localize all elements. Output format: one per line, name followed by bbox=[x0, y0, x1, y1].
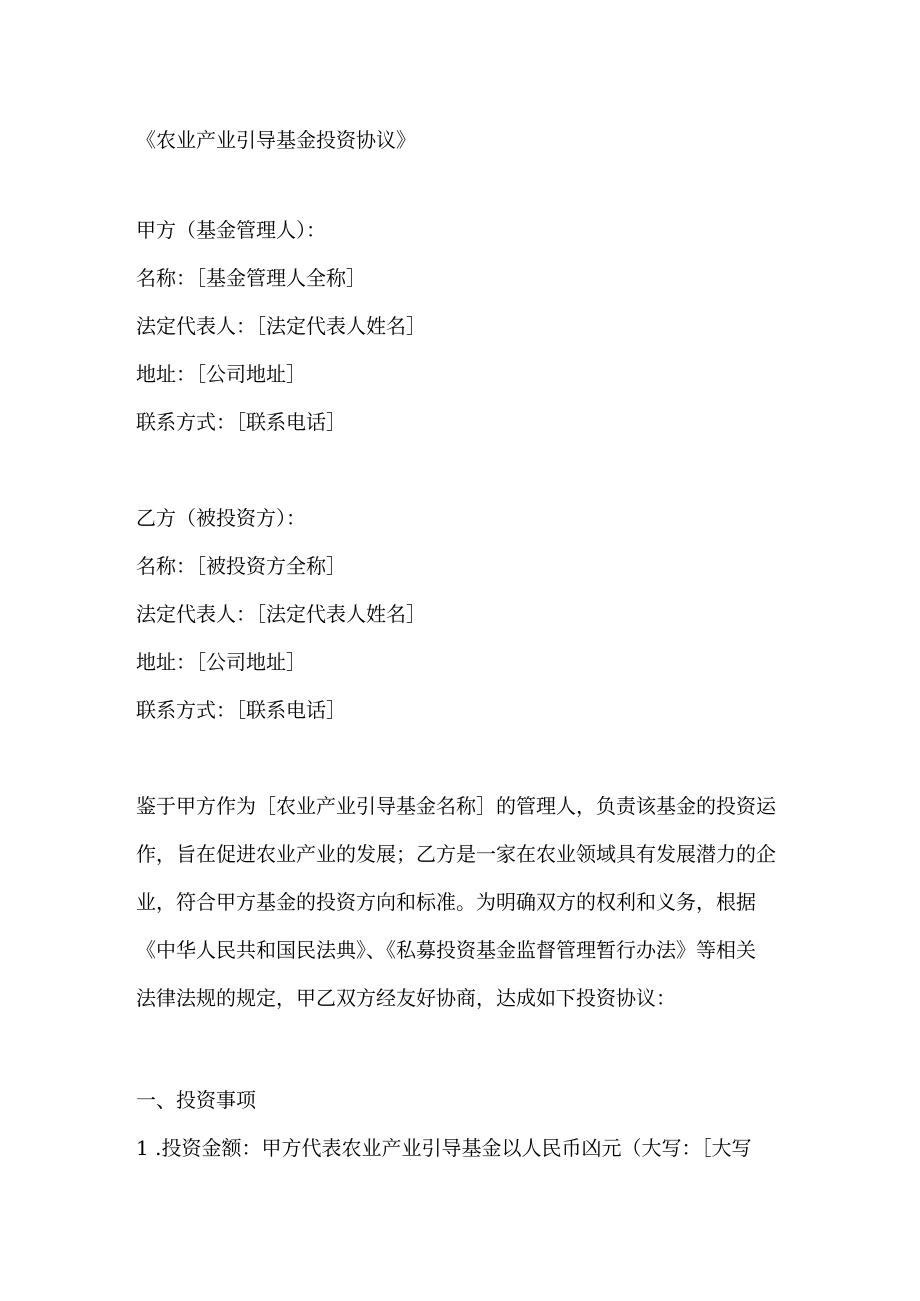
section-1-item-1: 1 .投资金额：甲方代表农业产业引导基金以人民币凶元（大写：［大写 bbox=[136, 1136, 752, 1160]
preamble-line-5: 法律法规的规定，甲乙双方经友好协商，达成如下投资协议： bbox=[136, 986, 676, 1010]
preamble-line-4: 《中华人民共和国民法典》、《私募投资基金监督管理暂行办法》等相关 bbox=[136, 938, 756, 962]
party-b-representative: 法定代表人：［法定代表人姓名］ bbox=[136, 602, 426, 626]
party-b-heading: 乙方（被投资方）： bbox=[136, 506, 306, 530]
preamble-line-2: 作，旨在促进农业产业的发展；乙方是一家在农业领域具有发展潜力的企 bbox=[136, 842, 776, 866]
section-1-heading: 一、投资事项 bbox=[136, 1088, 256, 1112]
party-a-representative: 法定代表人：［法定代表人姓名］ bbox=[136, 314, 426, 338]
document-title: 《农业产业引导基金投资协议》 bbox=[136, 128, 416, 152]
preamble-line-1: 鉴于甲方作为［农业产业引导基金名称］的管理人，负责该基金的投资运 bbox=[136, 794, 776, 818]
party-a-contact: 联系方式：［联系电话］ bbox=[136, 410, 346, 434]
party-a-heading: 甲方（基金管理人）： bbox=[136, 218, 326, 242]
party-a-address: 地址：［公司地址］ bbox=[136, 362, 306, 386]
party-b-name: 名称：［被投资方全称］ bbox=[136, 554, 346, 578]
party-a-name: 名称：［基金管理人全称］ bbox=[136, 266, 366, 290]
party-b-contact: 联系方式：［联系电话］ bbox=[136, 698, 346, 722]
party-b-address: 地址：［公司地址］ bbox=[136, 650, 306, 674]
preamble-line-3: 业，符合甲方基金的投资方向和标准。为明确双方的权利和义务，根据 bbox=[136, 890, 756, 914]
